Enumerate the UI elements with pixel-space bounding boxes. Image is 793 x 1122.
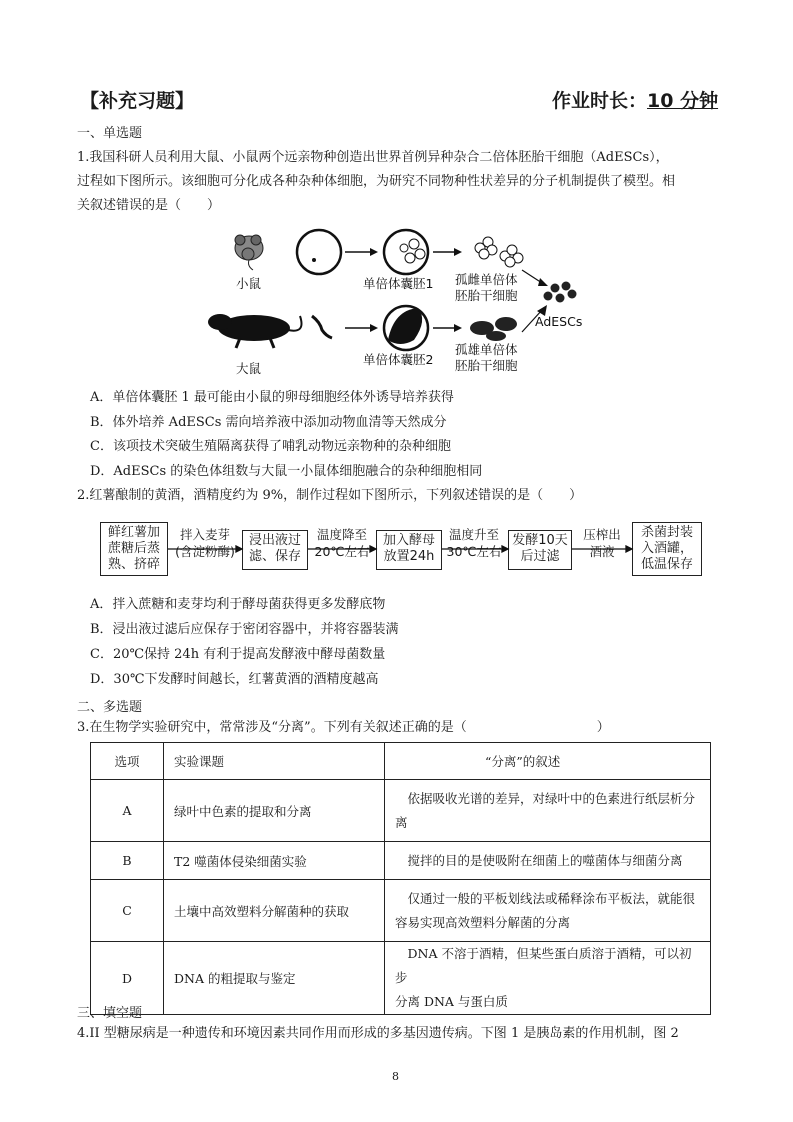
arrowhead-icon [502,546,508,552]
question-1-line: 关叙述错误的是（ ） [77,198,221,213]
flow-text: 杀菌封装 [640,525,693,540]
option-b: B．体外培养 AdESCs 需向培养液中添加动物血清等天然成分 [90,414,447,430]
label-small-mouse: 小鼠 [236,276,262,291]
option-d: D．AdESCs 的染色体组数与大鼠一小鼠体细胞融合的杂种细胞相同 [90,463,483,479]
nucleus-icon [312,258,316,262]
cell-line: 依据吸收光谱的差异，对绿叶中的色素进行纸层析分 [395,790,696,806]
label-blastocyst-2: 单倍体囊胚2 [363,352,434,367]
option-c: C．该项技术突破生殖隔离获得了哺乳动物远亲物种的杂种细胞 [90,439,451,454]
table-cell: A [91,780,164,842]
arrowhead-icon [370,546,376,552]
table-cell: 绿叶中色素的提取和分离 [164,780,385,842]
table-cell [385,880,711,942]
option-a: A．单倍体囊胚 1 最可能由小鼠的卵母细胞经体外诱导培养获得 [90,390,454,405]
flow-label-text: 温度降至 [316,527,367,542]
option-d: D．30℃下发酵时间越长，红薯黄酒的酒精度越高 [90,672,379,687]
flow-label-text: 酒液 [589,544,615,559]
arrowhead-icon [236,546,242,552]
option-c: C．20℃保持 24h 有利于提高发酵液中酵母菌数量 [90,647,386,662]
flow-text: 蔗糖后蒸 [107,541,160,556]
label-female-haploid-2: 胚胎干细胞 [455,288,518,303]
header-duration: 10 分钟 [647,90,719,112]
question-4: 4.II 型糖尿病是一种遗传和环境因素共同作用而形成的多基因遗传病。下图 1 是胰岛素的作用机制，图 2 [77,1026,679,1041]
question-2-options [90,592,399,692]
label-female-haploid-1: 孤雌单倍体 [455,272,518,287]
cell-line: 分离 DNA 与蛋白质 [395,994,508,1009]
q2-flow-diagram [100,518,710,580]
arrowhead-icon [370,324,378,332]
table-header-cell: 选项 [91,743,164,780]
flow-arrows [100,518,710,580]
table-row [91,942,711,1015]
flow-text: 加入酵母 [382,533,435,548]
cell-line: 容易实现高效塑料分解菌的分离 [395,914,571,930]
q3-table [90,742,711,1015]
arrowhead-icon [626,546,632,552]
flow-text: 浸出液过 [248,533,301,548]
flow-label-text: 压榨出 [583,527,621,542]
arrowhead-icon [454,324,462,332]
label-blastocyst-1: 单倍体囊胚1 [363,276,434,291]
cell-line: 离 [395,814,408,830]
table-header-row [91,743,711,780]
flow-label-text: 拌入麦芽 [179,527,230,542]
question-2: 2.红薯酿制的黄酒，酒精度约为 9%，制作过程如下图所示，下列叙述错误的是（ ） [77,488,583,503]
header-left: 【补充习题】 [80,90,195,112]
small-mouse-icon [235,235,263,270]
q1-process-diagram [200,228,600,378]
table-header-cell: “分离”的叙述 [385,743,711,780]
table-cell: T2 噬菌体侵染细菌实验 [164,842,385,880]
male-haploid-cells-icon [470,317,517,341]
big-rat-icon [208,314,302,348]
section-fill-blank: 三、填空题 [77,1006,143,1021]
cell-line: 搅拌的目的是使吸附在细菌上的噬菌体与细菌分离 [395,852,683,868]
question-1 [77,146,727,218]
section-single-choice: 一、单选题 [77,126,143,141]
flow-text: 滤、保存 [248,549,301,564]
table-cell: D [91,942,164,1015]
label-male-haploid-1: 孤雄单倍体 [455,342,518,357]
table-cell [385,780,711,842]
adescs-cells-icon [544,282,577,303]
egg-cell-icon [297,230,341,274]
arrowhead-icon [370,248,378,256]
table-cell [385,942,711,1015]
page-number: 8 [392,1070,399,1083]
table-cell: DNA 的粗提取与鉴定 [164,942,385,1015]
flow-label-text: (含淀粉酶) [175,544,235,559]
flow-text: 入酒罐， [640,541,693,556]
flow-label-text: 温度升至 [448,527,499,542]
cell-line: 仅通过一般的平板划线法或稀释涂布平板法，就能很 [395,890,696,906]
table-row [91,880,711,942]
header-right [552,86,718,113]
flow-text: 发酵10天 [512,533,568,548]
flow-text: 低温保存 [640,557,693,572]
arrow-icon [522,270,542,283]
question-1-line: 1.我国科研人员利用大鼠、小鼠两个远亲物种创造出世界首例异种杂合二倍体胚胎干细胞（AdESCs）， [77,150,669,165]
label-big-rat: 大鼠 [236,361,262,376]
table-cell: C [91,880,164,942]
table-header-cell: 实验课题 [164,743,385,780]
label-adescs: AdESCs [535,314,583,329]
table-cell: B [91,842,164,880]
header-right-prefix: 作业时长： [552,90,648,112]
flow-label-text: 30℃左右 [446,544,502,559]
section-multi-choice: 二、多选题 [77,700,143,715]
flow-text: 鲜红薯加 [107,525,160,540]
sperm-icon [312,316,332,338]
cell-line: DNA 不溶于酒精，但某些蛋白质溶于酒精，可以初步 [395,946,692,985]
arrowhead-icon [538,278,548,286]
table-cell: 土壤中高效塑料分解菌种的获取 [164,880,385,942]
table-row [91,842,711,880]
question-3: 3.在生物学实验研究中，常常涉及“分离”。下列有关叙述正确的是（ ） [77,720,610,735]
flow-text: 熟、挤碎 [107,557,160,572]
flow-label-text: 20℃左右 [314,544,370,559]
label-male-haploid-2: 胚胎干细胞 [455,358,518,373]
question-1-options [90,386,482,484]
table-cell [385,842,711,880]
arrowhead-icon [454,248,462,256]
question-1-line: 过程如下图所示。该细胞可分化成各种杂种体细胞，为研究不同物种性状差异的分子机制提供了模型。相 [77,174,676,189]
option-a: A．拌入蔗糖和麦芽均利于酵母菌获得更多发酵底物 [90,597,386,612]
flow-text: 后过滤 [520,549,560,564]
female-haploid-cells-icon [475,237,523,267]
table-row [91,780,711,842]
flow-text: 放置24h [383,549,435,564]
option-b: B．浸出液过滤后应保存于密闭容器中，并将容器装满 [90,622,399,637]
